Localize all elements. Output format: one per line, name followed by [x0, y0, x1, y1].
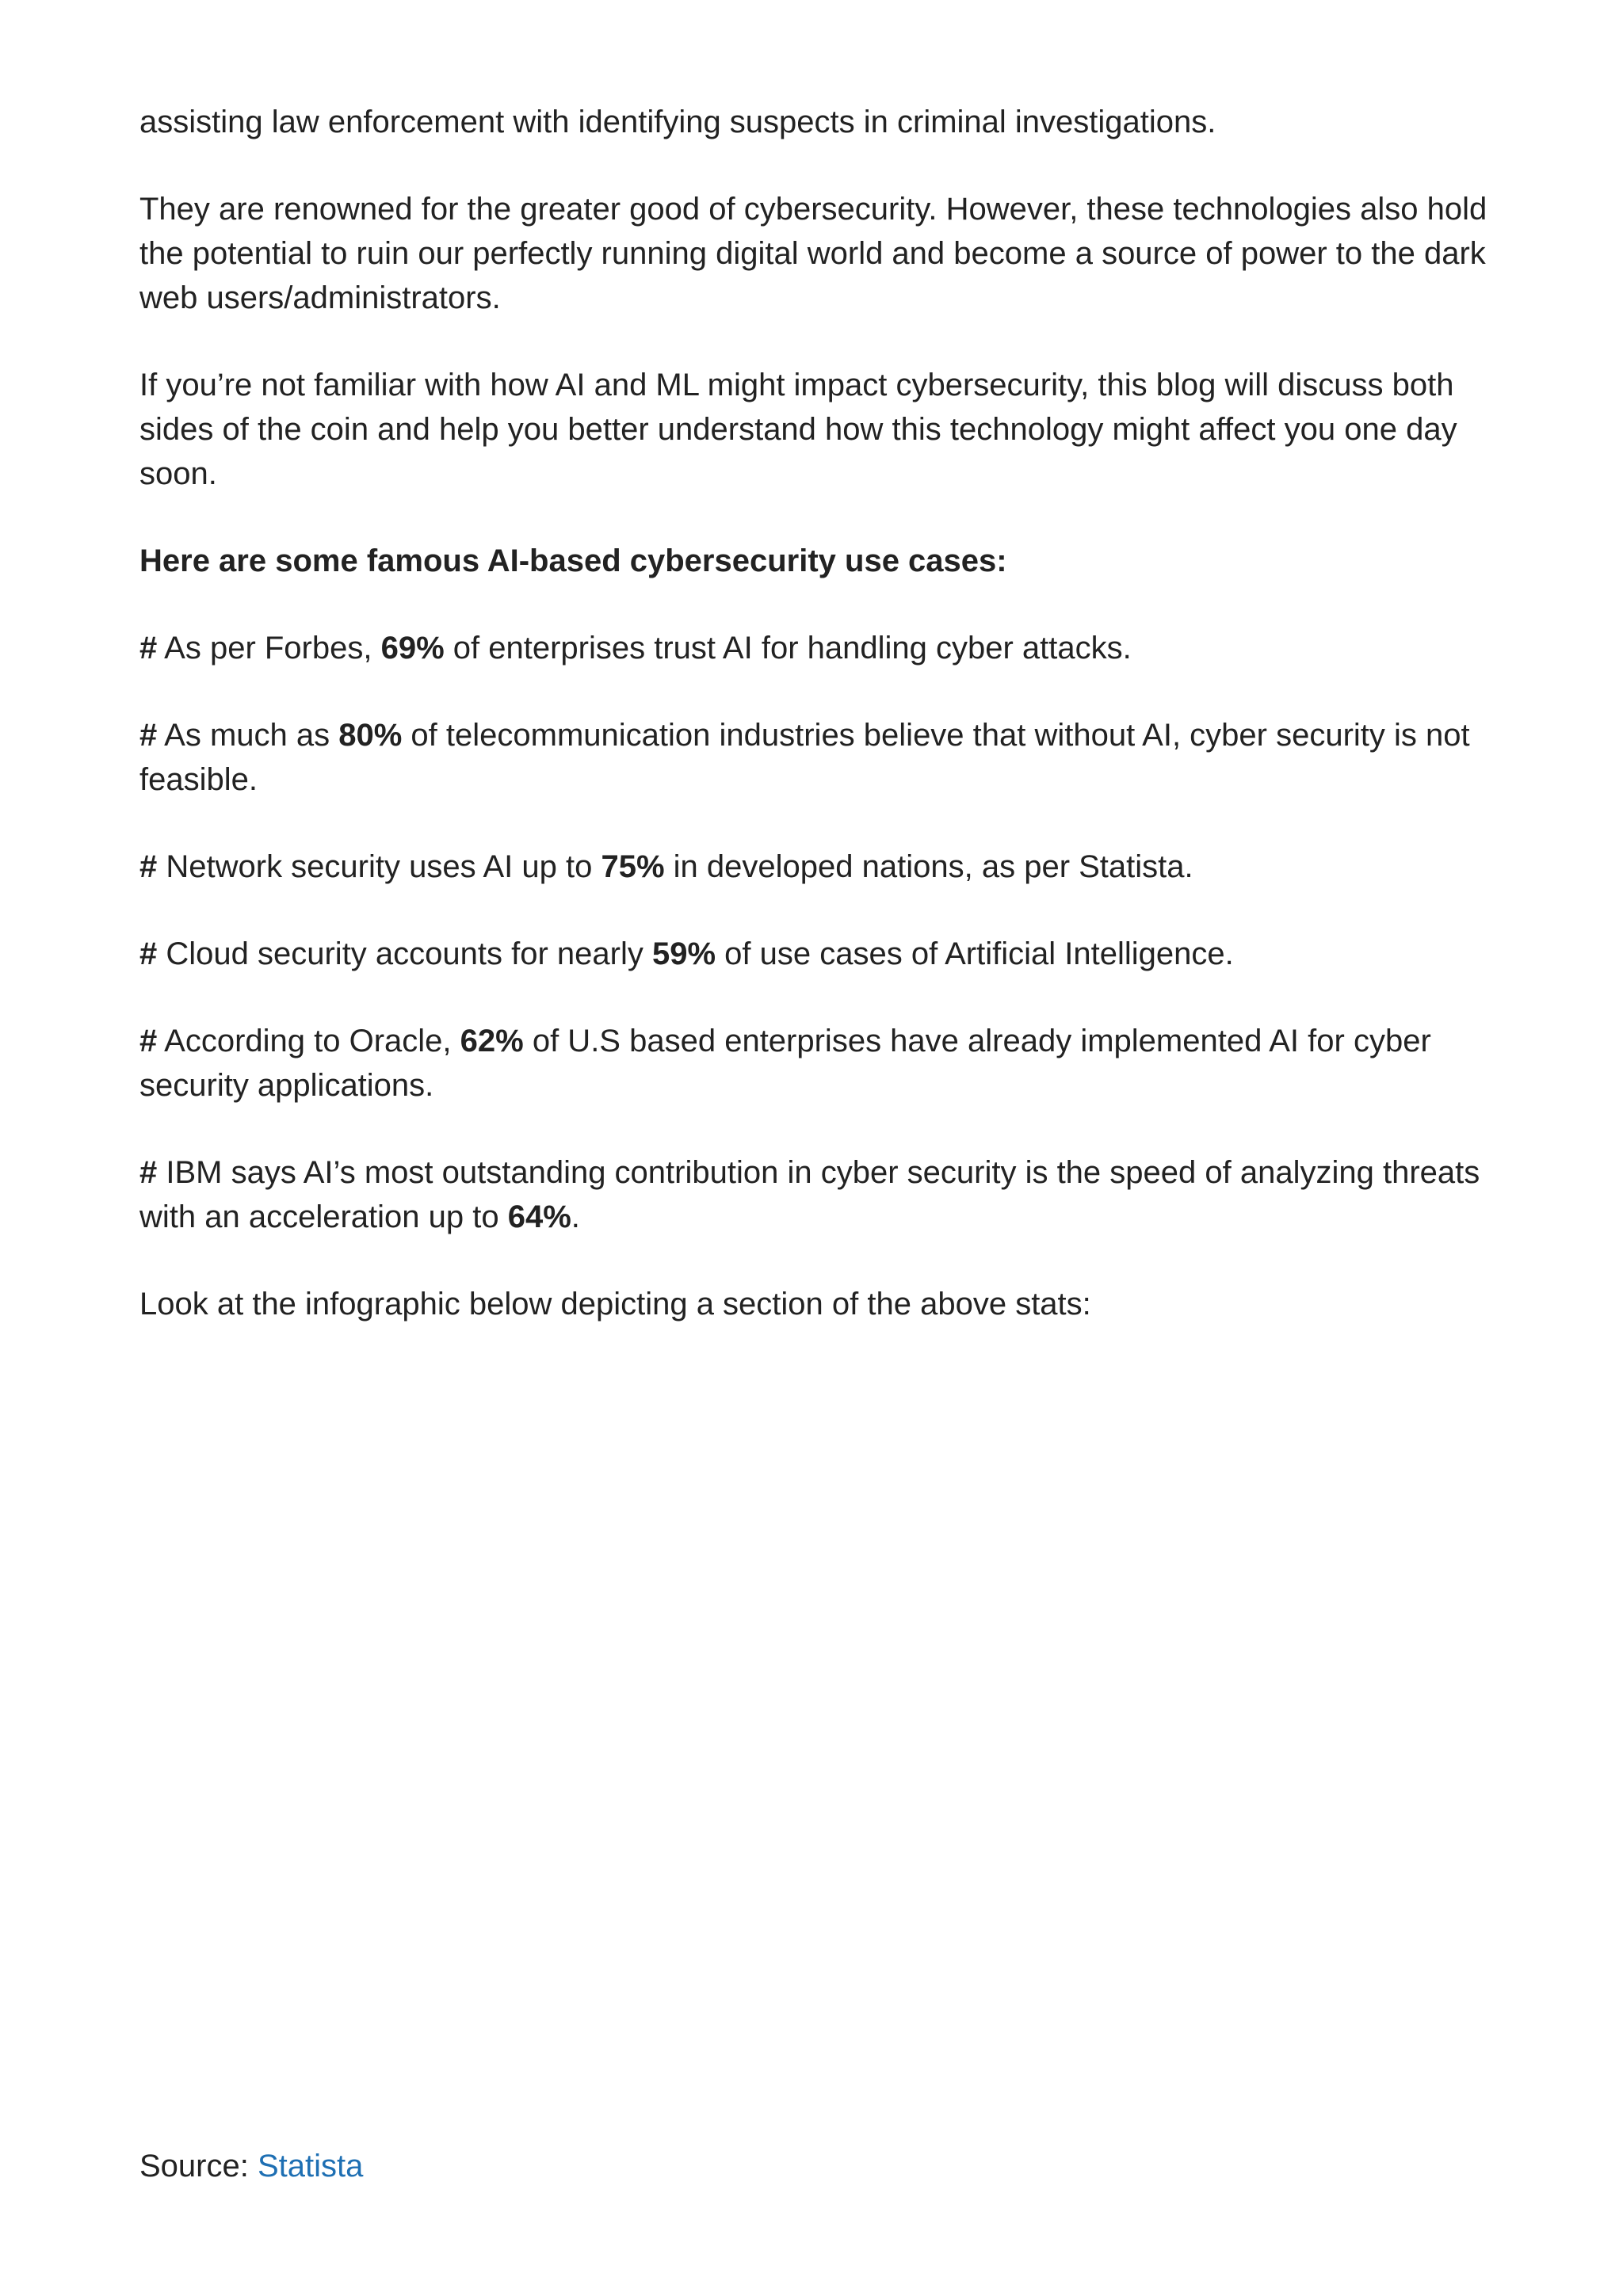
source-link-statista[interactable]: Statista	[257, 2149, 364, 2183]
source-line	[139, 2144, 1534, 2188]
infographic-placeholder	[139, 1347, 1534, 2123]
stat-marker: #	[139, 631, 158, 666]
intro-paragraph-3: If you’re not familiar with how AI and ML might impact cybersecurity, this blog will discuss both sides of the coin and help you better understand how this technology might affect you one day soon.	[139, 368, 1457, 491]
infographic-intro: Look at the infographic below depicting a section of the above stats:	[139, 1287, 1091, 1322]
stat-item-telecom	[139, 713, 1534, 802]
stat-value: 69%	[380, 631, 445, 666]
stat-item-cloud	[139, 932, 1534, 976]
stat-marker: #	[139, 849, 158, 884]
stat-text: As much as	[157, 718, 339, 753]
stat-text: IBM says AI’s most outstanding contribution in cyber security is the speed of analyzing threats with an acceleration up to	[139, 1155, 1480, 1234]
stat-text: in developed nations, as per Statista.	[664, 849, 1193, 884]
intro-paragraph-2: They are renowned for the greater good of cybersecurity. However, these technologies also hold the potential to ruin our perfectly running digital world and become a source of power to the dark web users/administrators.	[139, 192, 1487, 315]
intro-paragraph-1: assisting law enforcement with identifying suspects in criminal investigations.	[139, 105, 1216, 139]
stat-item-forbes	[139, 626, 1534, 670]
use-cases-heading: Here are some famous AI-based cybersecurity use cases:	[139, 543, 1007, 578]
stat-item-network	[139, 845, 1534, 889]
stat-text: Cloud security accounts for nearly	[157, 936, 652, 971]
source-label: Source:	[139, 2149, 258, 2183]
stat-text: of U.S based enterprises have already implemented AI for cyber security applications.	[139, 1024, 1431, 1103]
stat-value: 75%	[601, 849, 665, 884]
stat-value: 59%	[651, 936, 716, 971]
stat-text: As per Forbes,	[157, 631, 381, 666]
stat-value: 64%	[507, 1199, 571, 1234]
stat-item-ibm	[139, 1150, 1534, 1239]
stat-value: 62%	[460, 1024, 524, 1058]
stat-marker: #	[139, 1024, 158, 1058]
stat-text: of telecommunication industries believe that without AI, cyber security is not feasible.	[139, 718, 1470, 797]
stat-value: 80%	[338, 718, 403, 753]
stat-text: .	[571, 1199, 580, 1234]
stat-text: Network security uses AI up to	[157, 849, 601, 884]
stat-text: According to Oracle,	[157, 1024, 460, 1058]
stat-marker: #	[139, 936, 158, 971]
stat-item-oracle	[139, 1019, 1534, 1108]
stat-marker: #	[139, 718, 158, 753]
stat-text: of use cases of Artificial Intelligence.	[716, 936, 1234, 971]
stat-marker: #	[139, 1155, 158, 1190]
stat-text: of enterprises trust AI for handling cyber attacks.	[444, 631, 1132, 666]
